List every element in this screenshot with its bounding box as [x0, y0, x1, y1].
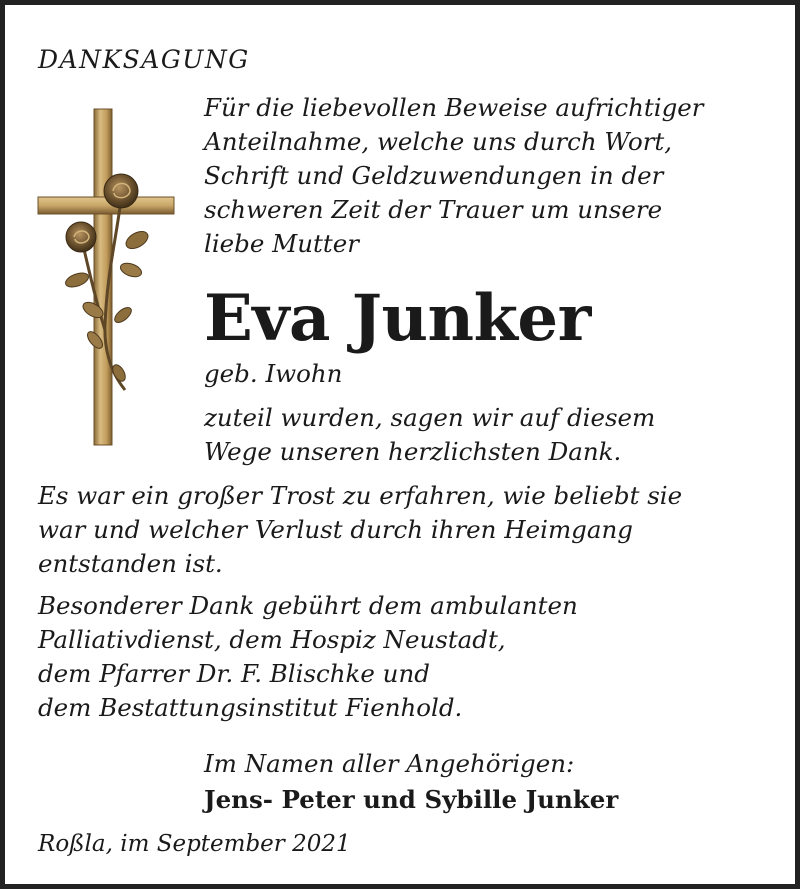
paragraph-line: entstanden ist.: [38, 549, 223, 578]
thanks-line: Wege unseren herzlichsten Dank.: [204, 437, 622, 466]
thanks-text: [204, 401, 794, 469]
intro-text: [204, 91, 794, 261]
paragraph-line: dem Pfarrer Dr. F. Blischke und: [38, 659, 430, 688]
cross-with-roses-icon: [35, 105, 180, 450]
paragraph-line: Es war ein großer Trost zu erfahren, wie beliebt sie: [38, 481, 683, 510]
paragraph-line: Besonderer Dank gebührt dem ambulanten: [38, 591, 578, 620]
paragraph-line: Palliativdienst, dem Hospiz Neustadt,: [38, 625, 506, 654]
intro-line: Schrift und Geldzuwendungen in der: [204, 161, 664, 190]
deceased-name: Eva Junker: [204, 281, 591, 356]
paragraph-line: dem Bestattungsinstitut Fienhold.: [38, 693, 463, 722]
signers: Jens- Peter und Sybille Junker: [204, 785, 619, 814]
intro-line: schweren Zeit der Trauer um unsere: [204, 195, 663, 224]
intro-line: liebe Mutter: [204, 229, 359, 258]
thanks-line: zuteil wurden, sagen wir auf diesem: [204, 403, 656, 432]
notice-heading: DANKSAGUNG: [38, 45, 250, 74]
intro-line: Für die liebevollen Beweise aufrichtiger: [204, 93, 704, 122]
paragraph-comfort: [38, 479, 788, 581]
signoff: Im Namen aller Angehörigen:: [204, 749, 575, 778]
maiden-name: geb. Iwohn: [204, 359, 343, 388]
paragraph-line: war und welcher Verlust durch ihren Heimgang: [38, 515, 633, 544]
place-date: Roßla, im September 2021: [38, 831, 351, 857]
paragraph-special-thanks: [38, 589, 788, 725]
intro-line: Anteilnahme, welche uns durch Wort,: [204, 127, 673, 156]
